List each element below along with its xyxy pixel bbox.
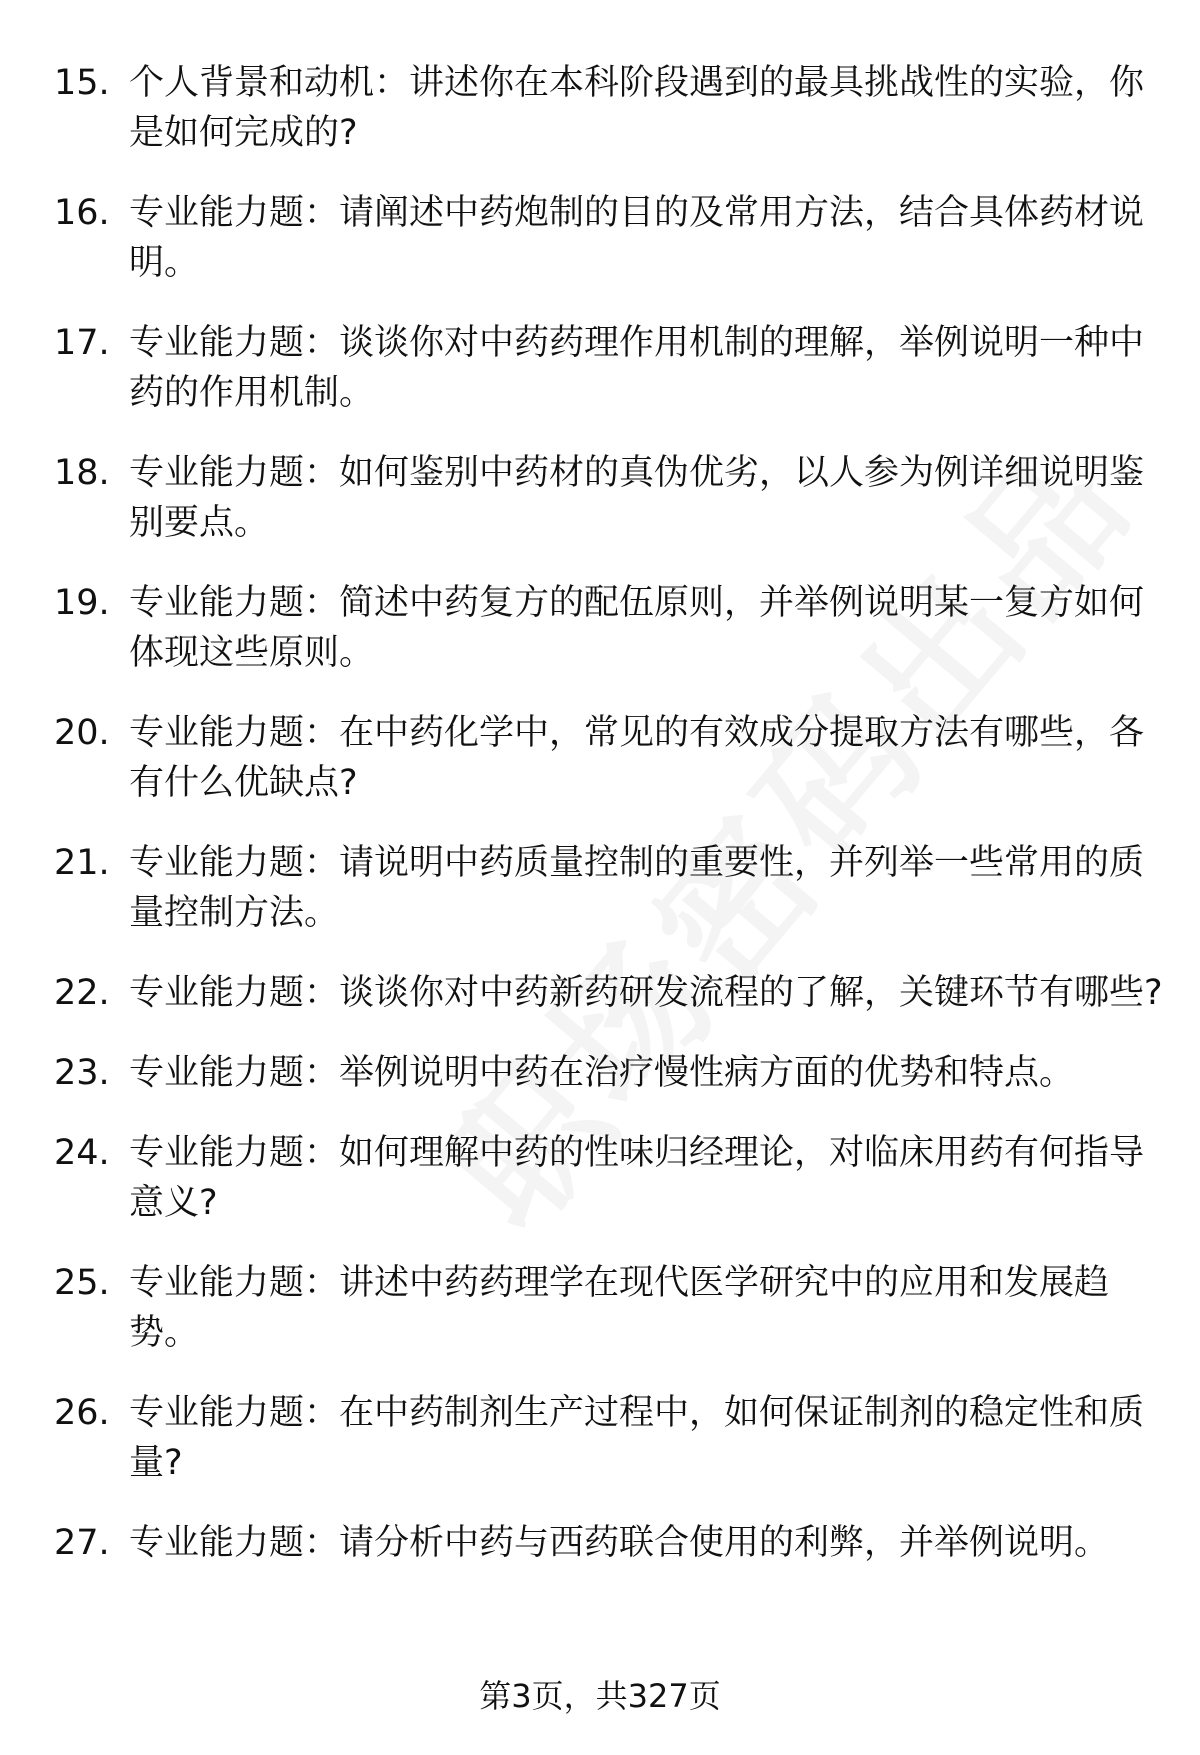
question-text: 专业能力题：请分析中药与西药联合使用的利弊，并举例说明。 <box>129 1523 1110 1563</box>
question-text: 专业能力题：谈谈你对中药药理作用机制的理解，举例说明一种中药的作用机制。 <box>129 323 1145 413</box>
question-item <box>54 578 1164 678</box>
question-text: 专业能力题：请阐述中药炮制的目的及常用方法，结合具体药材说明。 <box>129 193 1145 283</box>
question-number: 25. <box>54 1263 110 1303</box>
question-item <box>54 188 1164 288</box>
question-text: 专业能力题：如何理解中药的性味归经理论，对临床用药有何指导意义? <box>129 1133 1145 1223</box>
question-text: 专业能力题：简述中药复方的配伍原则，并举例说明某一复方如何体现这些原则。 <box>129 583 1145 673</box>
question-number: 15. <box>54 63 110 103</box>
question-item <box>54 1258 1164 1358</box>
question-item <box>54 708 1164 808</box>
question-number: 22. <box>54 973 110 1013</box>
question-number: 21. <box>54 843 110 883</box>
question-item <box>54 318 1164 418</box>
question-item <box>54 838 1164 938</box>
question-number: 23. <box>54 1053 110 1093</box>
question-number: 27. <box>54 1523 110 1563</box>
question-number: 20. <box>54 713 110 753</box>
question-item <box>54 968 1164 1018</box>
question-text: 专业能力题：如何鉴别中药材的真伪优劣，以人参为例详细说明鉴别要点。 <box>129 453 1145 543</box>
question-text: 专业能力题：在中药制剂生产过程中，如何保证制剂的稳定性和质量? <box>129 1393 1145 1483</box>
question-number: 26. <box>54 1393 110 1433</box>
question-text: 个人背景和动机：讲述你在本科阶段遇到的最具挑战性的实验，你是如何完成的? <box>129 63 1145 153</box>
question-text: 专业能力题：谈谈你对中药新药研发流程的了解，关键环节有哪些? <box>129 973 1163 1013</box>
question-item <box>54 1518 1164 1568</box>
question-item <box>54 448 1164 548</box>
question-number: 16. <box>54 193 110 233</box>
question-item <box>54 1388 1164 1488</box>
question-item <box>54 1048 1164 1098</box>
question-number: 17. <box>54 323 110 363</box>
question-item <box>54 58 1164 158</box>
question-number: 18. <box>54 453 110 493</box>
question-number: 19. <box>54 583 110 623</box>
question-item <box>54 1128 1164 1228</box>
question-text: 专业能力题：举例说明中药在治疗慢性病方面的优势和特点。 <box>129 1053 1075 1093</box>
question-list <box>54 58 1164 1598</box>
question-number: 24. <box>54 1133 110 1173</box>
page-number: 第3页，共327页 <box>479 1677 721 1715</box>
question-text: 专业能力题：讲述中药药理学在现代医学研究中的应用和发展趋势。 <box>129 1263 1110 1353</box>
question-text: 专业能力题：在中药化学中，常见的有效成分提取方法有哪些，各有什么优缺点? <box>129 713 1145 803</box>
question-text: 专业能力题：请说明中药质量控制的重要性，并列举一些常用的质量控制方法。 <box>129 843 1145 933</box>
